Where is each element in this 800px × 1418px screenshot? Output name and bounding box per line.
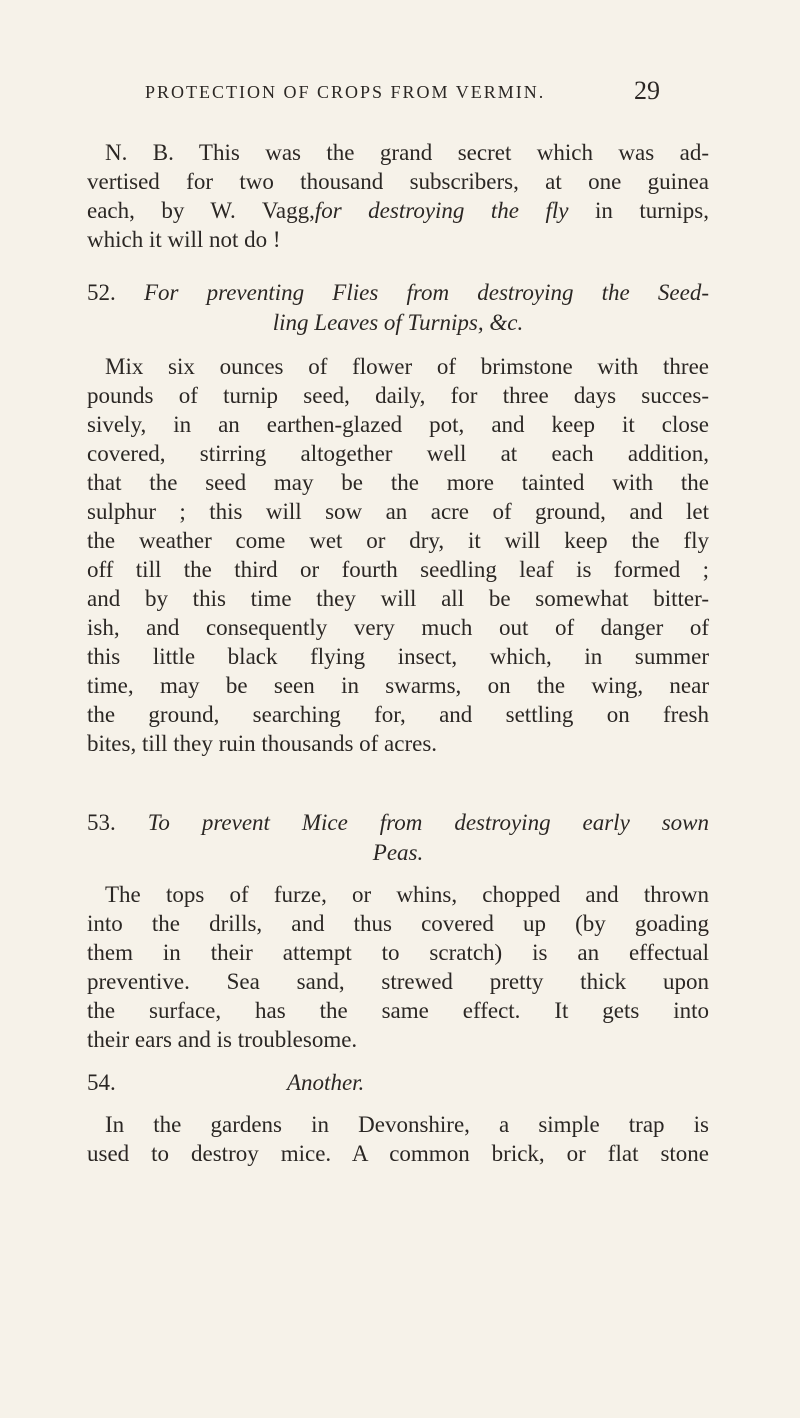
section-number: 54. [87,1070,116,1095]
text-line: and by this time they will all be somewhat bitter- [87,586,709,611]
section-number: 52. [87,280,116,305]
text-line: Mix six ounces of flower of brimstone with three [105,354,709,379]
page-header [0,76,800,114]
text-line: covered, stirring altogether well at each addition, [87,441,709,466]
text-line: bites, till they ruin thousands of acres. [87,731,438,756]
section-title: For preventing Flies from destroying the Seed- [143,280,710,305]
text-line: sulphur ; this will sow an acre of ground, and let [87,499,709,524]
text-line: the ground, searching for, and settling on fresh [87,702,709,727]
text-line: In the gardens in Devonshire, a simple trap is [105,1112,709,1137]
italic-phrase: for destroying the fly [314,198,569,223]
text-line: the weather come wet or dry, it will keep the fly [87,528,709,553]
section-title-cont: ling Leaves of Turnips, &c. [272,310,524,335]
text-line: into the drills, and thus covered up (by goading [87,911,709,936]
text-line: ish, and consequently very much out of danger of [87,615,709,640]
text-line: preventive. Sea sand, strewed pretty thick upon [87,969,709,994]
text-line: off till the third or fourth seedling leaf is formed ; [87,557,709,582]
text-line: the surface, has the same effect. It gets into [87,998,709,1023]
running-head: PROTECTION OF CROPS FROM VERMIN. [145,82,546,102]
section-title-cont: Peas. [372,840,424,865]
text-line: vertised for two thousand subscribers, at one guinea [87,169,709,194]
section-52-body [87,352,709,758]
text-line: them in their attempt to scratch) is an effectual [87,940,709,965]
text-line: this little black flying insect, which, in summer [87,644,709,669]
page-number: 29 [634,76,660,105]
text-line: time, may be seen in swarms, on the wing, near [87,673,709,698]
text-line: their ears and is troublesome. [87,1027,358,1052]
text-line: that the seed may be the more tainted with the [87,470,709,495]
section-title: To prevent Mice from destroying early sown [147,810,710,835]
section-54-heading [87,1068,709,1098]
text-line: N. B. This was the grand secret which was ad- [105,140,709,165]
text-line: each, by W. Vagg,for destroying the fly in turnips, [87,198,709,223]
text-line: pounds of turnip seed, daily, for three days succes- [87,383,709,408]
text-line: sively, in an earthen-glazed pot, and keep it close [87,412,709,437]
section-52-heading [87,278,709,338]
text-line: which it will not do ! [87,227,281,252]
text-line: used to destroy mice. A common brick, or flat stone [87,1141,709,1166]
section-number: 53. [87,810,116,835]
section-title: Another. [287,1070,365,1095]
section-54-body [87,1110,709,1168]
section-53-body [87,880,709,1054]
nb-paragraph [87,138,709,254]
section-53-heading [87,808,709,868]
text-line: The tops of furze, or whins, chopped and thrown [105,882,709,907]
